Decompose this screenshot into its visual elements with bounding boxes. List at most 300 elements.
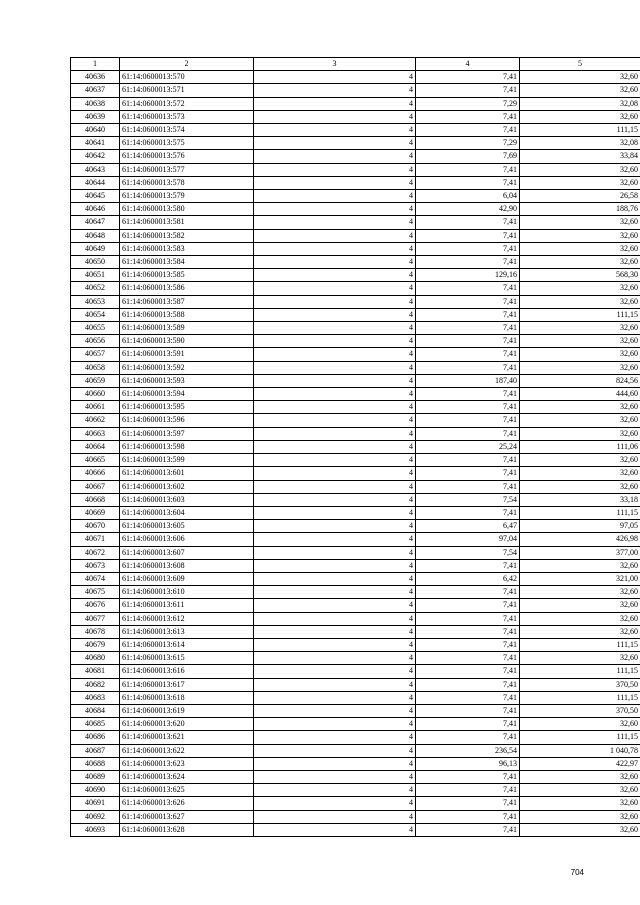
table-row	[71, 295, 640, 308]
column-3-cell: 4	[254, 638, 416, 651]
table-row	[71, 731, 640, 744]
column-5-cell: 32,60	[520, 163, 640, 176]
row-number-cell: 40673	[71, 559, 120, 572]
cadastral-number-cell: 61:14:0600013:570	[120, 71, 254, 84]
cadastral-number-cell: 61:14:0600013:593	[120, 374, 254, 387]
row-number-cell: 40647	[71, 216, 120, 229]
row-number-cell: 40666	[71, 467, 120, 480]
column-5-cell: 370,50	[520, 678, 640, 691]
row-number-cell: 40637	[71, 84, 120, 97]
table-row	[71, 216, 640, 229]
column-4-cell: 7,41	[416, 586, 520, 599]
table-row	[71, 282, 640, 295]
cadastral-number-cell: 61:14:0600013:599	[120, 454, 254, 467]
cadastral-number-cell: 61:14:0600013:607	[120, 546, 254, 559]
column-5-cell: 32,60	[520, 110, 640, 123]
header-row	[71, 58, 640, 71]
column-4-cell: 7,41	[416, 348, 520, 361]
cadastral-number-cell: 61:14:0600013:577	[120, 163, 254, 176]
column-4-cell: 7,69	[416, 150, 520, 163]
row-number-cell: 40656	[71, 335, 120, 348]
column-3-cell: 4	[254, 282, 416, 295]
column-3-cell: 4	[254, 572, 416, 585]
column-3-cell: 4	[254, 731, 416, 744]
column-3-cell: 4	[254, 704, 416, 717]
column-5-cell: 32,60	[520, 810, 640, 823]
cadastral-number-cell: 61:14:0600013:578	[120, 176, 254, 189]
table-row	[71, 71, 640, 84]
cadastral-number-cell: 61:14:0600013:615	[120, 652, 254, 665]
column-3-cell: 4	[254, 480, 416, 493]
row-number-cell: 40661	[71, 401, 120, 414]
cadastral-number-cell: 61:14:0600013:589	[120, 322, 254, 335]
table-row	[71, 401, 640, 414]
table-row	[71, 823, 640, 836]
column-5-cell: 32,60	[520, 427, 640, 440]
column-4-cell: 7,41	[416, 454, 520, 467]
column-5-cell: 444,60	[520, 388, 640, 401]
column-5-cell: 568,30	[520, 269, 640, 282]
column-5-cell: 321,00	[520, 572, 640, 585]
cadastral-number-cell: 61:14:0600013:628	[120, 823, 254, 836]
column-3-cell: 4	[254, 520, 416, 533]
column-3-cell: 4	[254, 84, 416, 97]
column-4-cell: 7,41	[416, 361, 520, 374]
table-row	[71, 599, 640, 612]
column-4-cell: 7,54	[416, 546, 520, 559]
column-4-cell: 7,41	[416, 770, 520, 783]
column-4-cell: 7,41	[416, 704, 520, 717]
column-4-cell: 7,29	[416, 97, 520, 110]
column-3-cell: 4	[254, 546, 416, 559]
column-4-cell: 7,41	[416, 256, 520, 269]
column-4-cell: 7,54	[416, 493, 520, 506]
table-row	[71, 744, 640, 757]
column-4-cell: 6,47	[416, 520, 520, 533]
column-3-cell: 4	[254, 150, 416, 163]
row-number-cell: 40692	[71, 810, 120, 823]
cadastral-number-cell: 61:14:0600013:605	[120, 520, 254, 533]
column-5-cell: 377,00	[520, 546, 640, 559]
column-header-4: 4	[416, 58, 520, 71]
cadastral-number-cell: 61:14:0600013:623	[120, 757, 254, 770]
column-5-cell: 32,60	[520, 256, 640, 269]
table-row	[71, 612, 640, 625]
cadastral-number-cell: 61:14:0600013:603	[120, 493, 254, 506]
column-4-cell: 7,41	[416, 691, 520, 704]
column-3-cell: 4	[254, 586, 416, 599]
table-row	[71, 691, 640, 704]
column-4-cell: 7,41	[416, 612, 520, 625]
column-4-cell: 7,41	[416, 71, 520, 84]
cadastral-number-cell: 61:14:0600013:575	[120, 137, 254, 150]
row-number-cell: 40679	[71, 638, 120, 651]
table-row	[71, 572, 640, 585]
column-3-cell: 4	[254, 533, 416, 546]
table-row	[71, 718, 640, 731]
column-5-cell: 1 040,78	[520, 744, 640, 757]
column-4-cell: 7,41	[416, 718, 520, 731]
table-row	[71, 784, 640, 797]
column-5-cell: 111,15	[520, 308, 640, 321]
table-row	[71, 348, 640, 361]
table-row	[71, 414, 640, 427]
cadastral-number-cell: 61:14:0600013:595	[120, 401, 254, 414]
column-4-cell: 6,04	[416, 190, 520, 203]
row-number-cell: 40674	[71, 572, 120, 585]
column-5-cell: 188,76	[520, 203, 640, 216]
cadastral-number-cell: 61:14:0600013:584	[120, 256, 254, 269]
column-5-cell: 32,60	[520, 71, 640, 84]
row-number-cell: 40655	[71, 322, 120, 335]
column-3-cell: 4	[254, 797, 416, 810]
column-4-cell: 7,41	[416, 216, 520, 229]
cadastral-number-cell: 61:14:0600013:573	[120, 110, 254, 123]
column-3-cell: 4	[254, 295, 416, 308]
row-number-cell: 40650	[71, 256, 120, 269]
column-5-cell: 32,60	[520, 414, 640, 427]
column-3-cell: 4	[254, 625, 416, 638]
column-5-cell: 97,05	[520, 520, 640, 533]
cadastral-number-cell: 61:14:0600013:585	[120, 269, 254, 282]
column-3-cell: 4	[254, 256, 416, 269]
column-header-5: 5	[520, 58, 640, 71]
column-3-cell: 4	[254, 110, 416, 123]
row-number-cell: 40667	[71, 480, 120, 493]
column-5-cell: 32,08	[520, 137, 640, 150]
column-5-cell: 32,60	[520, 559, 640, 572]
column-3-cell: 4	[254, 678, 416, 691]
column-4-cell: 6,42	[416, 572, 520, 585]
column-5-cell: 32,60	[520, 625, 640, 638]
column-3-cell: 4	[254, 440, 416, 453]
column-5-cell: 32,60	[520, 797, 640, 810]
column-5-cell: 370,50	[520, 704, 640, 717]
column-5-cell: 32,60	[520, 718, 640, 731]
data-table	[70, 57, 640, 837]
column-5-cell: 32,60	[520, 295, 640, 308]
column-4-cell: 7,29	[416, 137, 520, 150]
table-row	[71, 440, 640, 453]
column-5-cell: 32,60	[520, 652, 640, 665]
column-4-cell: 7,41	[416, 401, 520, 414]
cadastral-number-cell: 61:14:0600013:611	[120, 599, 254, 612]
column-3-cell: 4	[254, 124, 416, 137]
table-row	[71, 84, 640, 97]
table-row	[71, 190, 640, 203]
table-row	[71, 678, 640, 691]
row-number-cell: 40691	[71, 797, 120, 810]
row-number-cell: 40636	[71, 71, 120, 84]
column-3-cell: 4	[254, 757, 416, 770]
column-3-cell: 4	[254, 612, 416, 625]
column-3-cell: 4	[254, 308, 416, 321]
row-number-cell: 40687	[71, 744, 120, 757]
table-row	[71, 559, 640, 572]
column-3-cell: 4	[254, 163, 416, 176]
row-number-cell: 40645	[71, 190, 120, 203]
row-number-cell: 40648	[71, 229, 120, 242]
column-4-cell: 7,41	[416, 242, 520, 255]
column-5-cell: 32,08	[520, 97, 640, 110]
column-4-cell: 7,41	[416, 308, 520, 321]
column-5-cell: 26,58	[520, 190, 640, 203]
column-5-cell: 32,60	[520, 282, 640, 295]
cadastral-number-cell: 61:14:0600013:586	[120, 282, 254, 295]
column-5-cell: 111,15	[520, 124, 640, 137]
column-5-cell: 32,60	[520, 322, 640, 335]
column-3-cell: 4	[254, 599, 416, 612]
column-4-cell: 7,41	[416, 163, 520, 176]
column-4-cell: 129,16	[416, 269, 520, 282]
cadastral-number-cell: 61:14:0600013:613	[120, 625, 254, 638]
column-5-cell: 32,60	[520, 361, 640, 374]
table-row	[71, 770, 640, 783]
cadastral-number-cell: 61:14:0600013:621	[120, 731, 254, 744]
column-5-cell: 32,60	[520, 401, 640, 414]
table-row	[71, 150, 640, 163]
table-row	[71, 97, 640, 110]
column-5-cell: 426,98	[520, 533, 640, 546]
cadastral-number-cell: 61:14:0600013:622	[120, 744, 254, 757]
table-row	[71, 757, 640, 770]
column-4-cell: 7,41	[416, 322, 520, 335]
page-number: 704	[570, 868, 584, 877]
column-4-cell: 7,41	[416, 665, 520, 678]
cadastral-number-cell: 61:14:0600013:587	[120, 295, 254, 308]
table-row	[71, 493, 640, 506]
cadastral-number-cell: 61:14:0600013:616	[120, 665, 254, 678]
column-3-cell: 4	[254, 770, 416, 783]
row-number-cell: 40660	[71, 388, 120, 401]
column-4-cell: 7,41	[416, 559, 520, 572]
column-5-cell: 32,60	[520, 84, 640, 97]
table-row	[71, 810, 640, 823]
column-5-cell: 33,84	[520, 150, 640, 163]
column-3-cell: 4	[254, 190, 416, 203]
column-4-cell: 7,41	[416, 797, 520, 810]
column-4-cell: 7,41	[416, 480, 520, 493]
column-4-cell: 7,41	[416, 388, 520, 401]
column-5-cell: 32,60	[520, 770, 640, 783]
column-3-cell: 4	[254, 137, 416, 150]
table-row	[71, 229, 640, 242]
column-3-cell: 4	[254, 665, 416, 678]
column-5-cell: 111,15	[520, 665, 640, 678]
table-row	[71, 480, 640, 493]
column-3-cell: 4	[254, 203, 416, 216]
column-4-cell: 7,41	[416, 652, 520, 665]
column-5-cell: 32,60	[520, 216, 640, 229]
column-5-cell: 111,15	[520, 691, 640, 704]
column-3-cell: 4	[254, 559, 416, 572]
table-row	[71, 388, 640, 401]
table-row	[71, 335, 640, 348]
column-4-cell: 7,41	[416, 84, 520, 97]
table-row	[71, 506, 640, 519]
row-number-cell: 40693	[71, 823, 120, 836]
column-5-cell: 32,60	[520, 454, 640, 467]
column-5-cell: 32,60	[520, 586, 640, 599]
row-number-cell: 40659	[71, 374, 120, 387]
row-number-cell: 40670	[71, 520, 120, 533]
column-3-cell: 4	[254, 744, 416, 757]
row-number-cell: 40652	[71, 282, 120, 295]
column-4-cell: 7,41	[416, 229, 520, 242]
table-row	[71, 203, 640, 216]
cadastral-number-cell: 61:14:0600013:580	[120, 203, 254, 216]
column-3-cell: 4	[254, 322, 416, 335]
row-number-cell: 40642	[71, 150, 120, 163]
row-number-cell: 40668	[71, 493, 120, 506]
table-row	[71, 124, 640, 137]
column-3-cell: 4	[254, 229, 416, 242]
cadastral-number-cell: 61:14:0600013:617	[120, 678, 254, 691]
column-5-cell: 32,60	[520, 599, 640, 612]
cadastral-number-cell: 61:14:0600013:618	[120, 691, 254, 704]
row-number-cell: 40640	[71, 124, 120, 137]
table-row	[71, 704, 640, 717]
column-3-cell: 4	[254, 506, 416, 519]
cadastral-number-cell: 61:14:0600013:588	[120, 308, 254, 321]
row-number-cell: 40658	[71, 361, 120, 374]
column-3-cell: 4	[254, 652, 416, 665]
cadastral-number-cell: 61:14:0600013:581	[120, 216, 254, 229]
row-number-cell: 40678	[71, 625, 120, 638]
cadastral-number-cell: 61:14:0600013:591	[120, 348, 254, 361]
cadastral-number-cell: 61:14:0600013:608	[120, 559, 254, 572]
column-5-cell: 32,60	[520, 229, 640, 242]
column-4-cell: 7,41	[416, 427, 520, 440]
table-row	[71, 625, 640, 638]
row-number-cell: 40682	[71, 678, 120, 691]
column-3-cell: 4	[254, 335, 416, 348]
row-number-cell: 40665	[71, 454, 120, 467]
column-5-cell: 32,60	[520, 823, 640, 836]
column-5-cell: 32,60	[520, 335, 640, 348]
table-row	[71, 454, 640, 467]
cadastral-number-cell: 61:14:0600013:590	[120, 335, 254, 348]
row-number-cell: 40680	[71, 652, 120, 665]
row-number-cell: 40638	[71, 97, 120, 110]
column-4-cell: 7,41	[416, 625, 520, 638]
column-4-cell: 7,41	[416, 110, 520, 123]
column-5-cell: 32,60	[520, 612, 640, 625]
column-header-3: 3	[254, 58, 416, 71]
column-header-1: 1	[71, 58, 120, 71]
table-row	[71, 308, 640, 321]
row-number-cell: 40646	[71, 203, 120, 216]
column-3-cell: 4	[254, 216, 416, 229]
row-number-cell: 40662	[71, 414, 120, 427]
table-row	[71, 242, 640, 255]
column-5-cell: 32,60	[520, 480, 640, 493]
row-number-cell: 40671	[71, 533, 120, 546]
column-header-2: 2	[120, 58, 254, 71]
column-4-cell: 7,41	[416, 124, 520, 137]
cadastral-number-cell: 61:14:0600013:574	[120, 124, 254, 137]
row-number-cell: 40657	[71, 348, 120, 361]
table-row	[71, 546, 640, 559]
row-number-cell: 40677	[71, 612, 120, 625]
cadastral-number-cell: 61:14:0600013:610	[120, 586, 254, 599]
row-number-cell: 40639	[71, 110, 120, 123]
column-4-cell: 187,40	[416, 374, 520, 387]
column-5-cell: 32,60	[520, 348, 640, 361]
column-4-cell: 236,54	[416, 744, 520, 757]
table-row	[71, 361, 640, 374]
column-3-cell: 4	[254, 374, 416, 387]
cadastral-number-cell: 61:14:0600013:572	[120, 97, 254, 110]
cadastral-number-cell: 61:14:0600013:626	[120, 797, 254, 810]
cadastral-number-cell: 61:14:0600013:596	[120, 414, 254, 427]
row-number-cell: 40651	[71, 269, 120, 282]
table-row	[71, 520, 640, 533]
row-number-cell: 40664	[71, 440, 120, 453]
column-4-cell: 7,41	[416, 678, 520, 691]
column-4-cell: 7,41	[416, 599, 520, 612]
row-number-cell: 40653	[71, 295, 120, 308]
cadastral-number-cell: 61:14:0600013:594	[120, 388, 254, 401]
row-number-cell: 40663	[71, 427, 120, 440]
column-5-cell: 32,60	[520, 784, 640, 797]
column-3-cell: 4	[254, 414, 416, 427]
row-number-cell: 40676	[71, 599, 120, 612]
column-3-cell: 4	[254, 71, 416, 84]
column-5-cell: 33,18	[520, 493, 640, 506]
row-number-cell: 40669	[71, 506, 120, 519]
row-number-cell: 40672	[71, 546, 120, 559]
column-4-cell: 7,41	[416, 176, 520, 189]
column-4-cell: 7,41	[416, 414, 520, 427]
column-4-cell: 7,41	[416, 467, 520, 480]
column-3-cell: 4	[254, 348, 416, 361]
cadastral-number-cell: 61:14:0600013:614	[120, 638, 254, 651]
row-number-cell: 40689	[71, 770, 120, 783]
table-row	[71, 110, 640, 123]
column-5-cell: 824,56	[520, 374, 640, 387]
cadastral-number-cell: 61:14:0600013:604	[120, 506, 254, 519]
cadastral-number-cell: 61:14:0600013:601	[120, 467, 254, 480]
row-number-cell: 40654	[71, 308, 120, 321]
column-5-cell: 111,15	[520, 638, 640, 651]
cadastral-number-cell: 61:14:0600013:624	[120, 770, 254, 783]
cadastral-number-cell: 61:14:0600013:609	[120, 572, 254, 585]
table-row	[71, 137, 640, 150]
column-4-cell: 42,90	[416, 203, 520, 216]
cadastral-number-cell: 61:14:0600013:598	[120, 440, 254, 453]
column-5-cell: 422,97	[520, 757, 640, 770]
column-3-cell: 4	[254, 427, 416, 440]
cadastral-number-cell: 61:14:0600013:619	[120, 704, 254, 717]
column-4-cell: 7,41	[416, 506, 520, 519]
column-3-cell: 4	[254, 269, 416, 282]
table-row	[71, 269, 640, 282]
cadastral-number-cell: 61:14:0600013:592	[120, 361, 254, 374]
cadastral-number-cell: 61:14:0600013:620	[120, 718, 254, 731]
row-number-cell: 40686	[71, 731, 120, 744]
column-3-cell: 4	[254, 810, 416, 823]
column-5-cell: 111,15	[520, 731, 640, 744]
table-row	[71, 652, 640, 665]
column-3-cell: 4	[254, 401, 416, 414]
column-4-cell: 7,41	[416, 731, 520, 744]
row-number-cell: 40688	[71, 757, 120, 770]
column-4-cell: 7,41	[416, 784, 520, 797]
column-3-cell: 4	[254, 784, 416, 797]
row-number-cell: 40643	[71, 163, 120, 176]
table-row	[71, 322, 640, 335]
